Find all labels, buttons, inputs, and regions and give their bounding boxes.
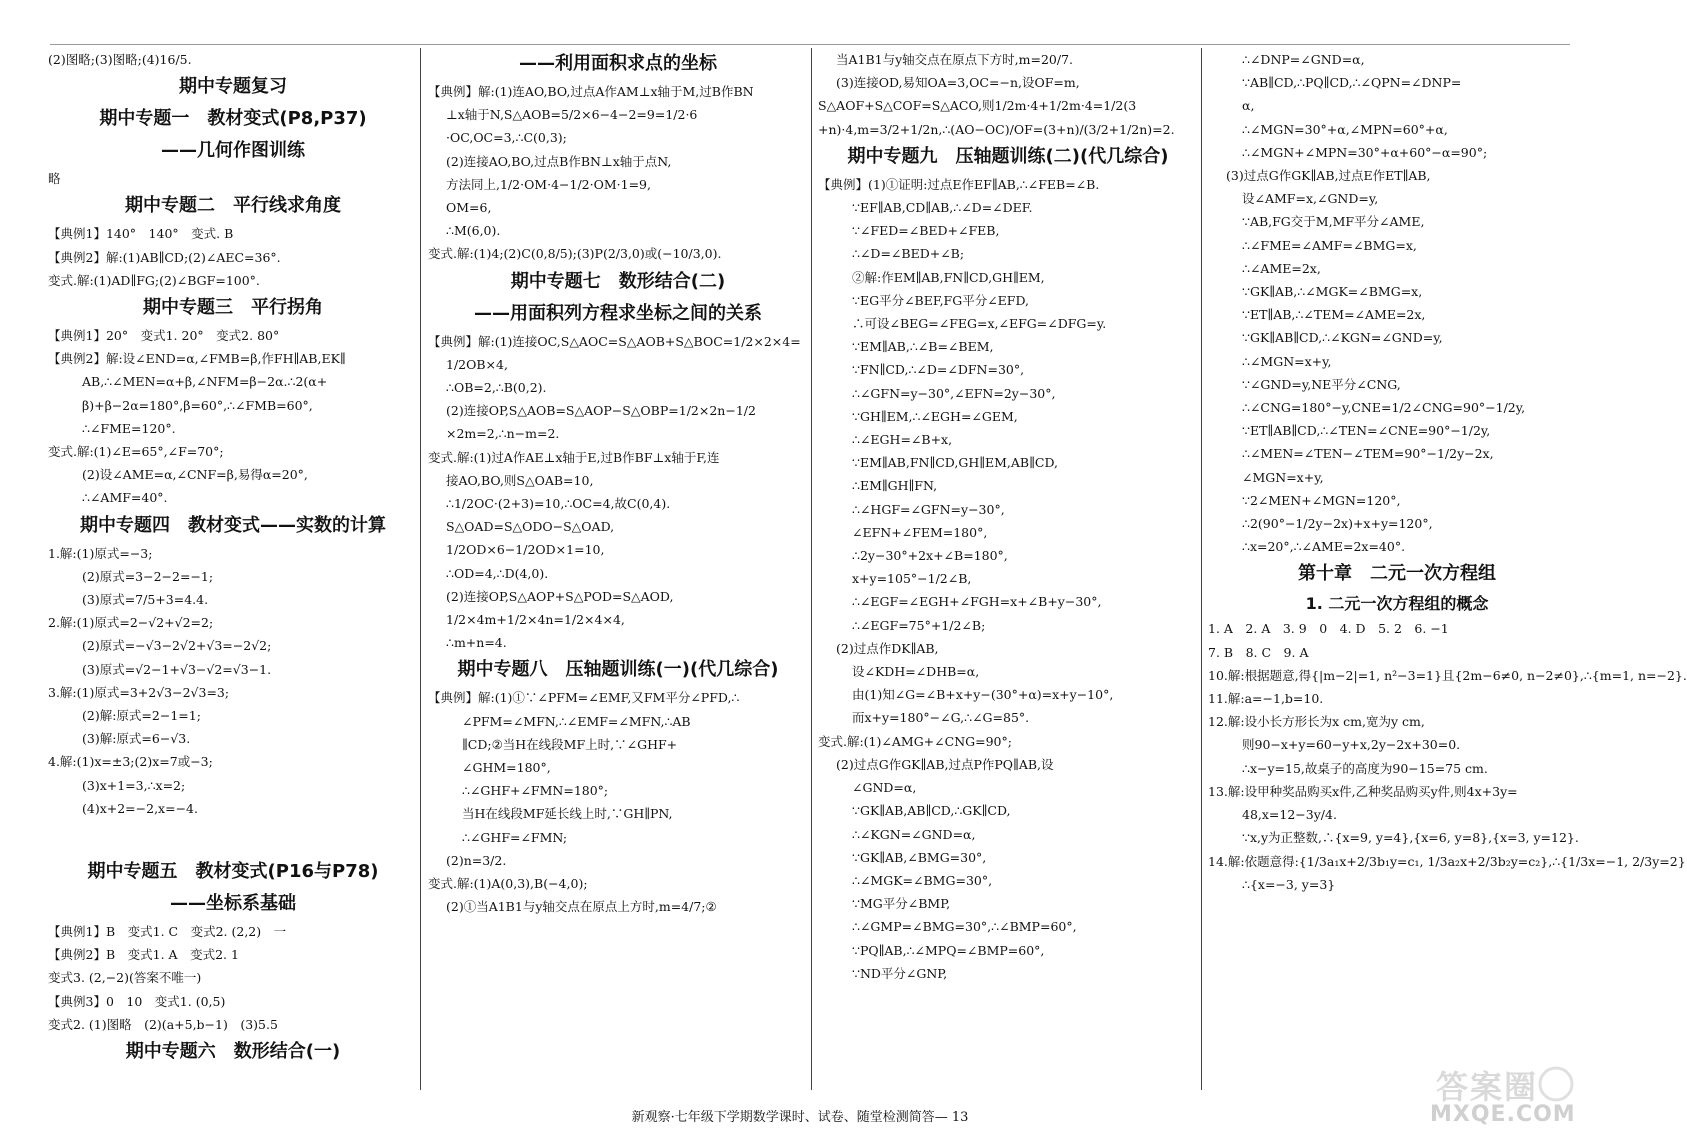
answer-line: 1/2OB×4, (446, 356, 508, 372)
answer-line: (2)①当A1B1与y轴交点在原点上方时,m=4/7;② (446, 899, 717, 915)
answer-line: 则90−x+y=60−y+x,2y−2x+30=0. (1242, 737, 1461, 753)
answer-line: 变式.解:(1)A(0,3),B(−4,0); (428, 876, 588, 892)
watermark-url: MXQE.COM (1430, 1102, 1576, 1127)
answer-line: 当H在线段MF延长线上时,∵GH∥PN, (462, 806, 673, 822)
section-heading: ——几何作图训练 (161, 140, 305, 162)
answer-line: ∴∠AMF=40°. (82, 490, 168, 506)
answer-line: ∴2y−30°+2x+∠B=180°, (852, 548, 1008, 564)
answer-line: 14.解:依题意得:{1/3a₁x+2/3b₁y=c₁, 1/3a₂x+2/3b₂y=c₂},∴{1/3x=−1, 2/3y=2} (1208, 853, 1686, 869)
answer-line: 【典例】解:(1)连AO,BO,过点A作AM⊥x轴于M,过B作BN (428, 84, 754, 99)
column-3 (818, 48, 1198, 1090)
answer-line: ∵AB∥CD,∴PQ∥CD,∴∠QPN=∠DNP= (1242, 75, 1462, 91)
answer-line: ∴∠EGF=∠EGH+∠FGH=x+∠B+y−30°, (852, 594, 1102, 610)
answer-line: 【典例】(1)①证明:过点E作EF∥AB,∴∠FEB=∠B. (818, 176, 1100, 192)
answer-line: ∴∠EGF=75°+1/2∠B; (852, 617, 986, 633)
answer-line: ∵GK∥AB,AB∥CD,∴GK∥CD, (852, 803, 1011, 819)
answer-line: ∵EG平分∠BEF,FG平分∠EFD, (852, 292, 1030, 308)
answer-line: ∵∠GND=y,NE平分∠CNG, (1242, 376, 1401, 392)
answer-line: 13.解:设甲种奖品购买x件,乙种奖品购买y件,则4x+3y= (1208, 783, 1518, 799)
answer-line: ∠GND=α, (852, 780, 917, 796)
answer-line: ∴∠MGN=30°+α,∠MPN=60°+α, (1242, 121, 1448, 137)
answer-line: ∴∠GMP=∠BMG=30°,∴∠BMP=60°, (852, 919, 1077, 935)
answer-line: 接AO,BO,则S△OAB=10, (446, 472, 594, 488)
section-heading: ——用面积列方程求坐标之间的关系 (474, 302, 762, 324)
answer-line: ∴∠EGH=∠B+x, (852, 432, 953, 448)
answer-line: (2)设∠AME=α,∠CNF=β,易得α=20°, (82, 467, 308, 483)
section-heading: 期中专题四 教材变式——实数的计算 (80, 514, 386, 536)
section-heading: 期中专题二 平行线求角度 (125, 195, 341, 217)
answer-line: ∵MG平分∠BMP, (852, 896, 951, 912)
answer-line: (2)原式=3−2−2=−1; (82, 568, 214, 584)
answer-line: ∴∠KGN=∠GND=α, (852, 826, 976, 842)
answer-line: ∴∠MEN=∠TEN−∠TEM=90°−1/2y−2x, (1242, 446, 1494, 462)
answer-line: (2)过点作DK∥AB, (836, 640, 939, 656)
answer-line: ∴x=20°,∴∠AME=2x=40°. (1242, 539, 1406, 555)
answer-line: ∴2(90°−1/2y−2x)+x+y=120°, (1242, 516, 1433, 532)
answer-line: ∴∠GFN=y−30°,∠EFN=2y−30°, (852, 385, 1056, 401)
answer-line: 变式2. (1)图略 (2)(a+5,b−1) (3)5.5 (48, 1016, 278, 1032)
answer-line: 1.解:(1)原式=−3; (48, 545, 153, 561)
answer-line: (2)连接AO,BO,过点B作BN⊥x轴于点N, (446, 153, 672, 169)
section-heading: 期中专题复习 (179, 76, 287, 98)
answer-line: 变式.解:(1)过A作AE⊥x轴于E,过B作BF⊥x轴于F,连 (428, 449, 720, 465)
answer-line: 2.解:(1)原式=2−√2+√2=2; (48, 615, 214, 631)
answer-line: ∴OD=4,∴D(4,0). (446, 565, 549, 581)
answer-line: (3)原式=7/5+3=4.4. (82, 592, 209, 608)
answer-line: ∥CD;②当H在线段MF上时,∵∠GHF+ (462, 736, 678, 752)
answer-line: 1/2OD×6−1/2OD×1=10, (446, 542, 605, 558)
answer-line: (4)x+2=−2,x=−4. (82, 800, 198, 816)
answer-line: 11.解:a=−1,b=10. (1208, 691, 1324, 707)
answer-line: 4.解:(1)x=±3;(2)x=7或−3; (48, 754, 213, 770)
answer-line: ∴可设∠BEG=∠FEG=x,∠EFG=∠DFG=y. (852, 316, 1107, 332)
answer-line: ∴∠MGN=x+y, (1242, 353, 1332, 369)
answer-line: 变式.解:(1)AD∥FG;(2)∠BGF=100°. (48, 272, 260, 288)
answer-line: ∴∠HGF=∠GFN=y−30°, (852, 501, 1005, 517)
answer-line: S△AOF+S△COF=S△ACO,则1/2m·4+1/2m·4=1/2(3 (818, 98, 1137, 114)
answer-line: (2)过点G作GK∥AB,过点P作PQ∥AB,设 (836, 756, 1054, 772)
answer-line: (3)解:原式=6−√3. (82, 731, 191, 747)
answer-line: 【典例1】B 变式1. C 变式2. (2,2) 一 (48, 924, 287, 940)
answer-line: 【典例2】解:设∠END=α,∠FMB=β,作FH∥AB,EK∥ (48, 351, 346, 367)
answer-line: 【典例1】20° 变式1. 20° 变式2. 80° (48, 328, 280, 344)
answer-line: 1/2×4m+1/2×4n=1/2×4×4, (446, 612, 625, 628)
answer-line: 变式.解:(1)∠AMG+∠CNG=90°; (818, 733, 1012, 749)
answer-line: 【典例2】解:(1)AB∥CD;(2)∠AEC=36°. (48, 249, 281, 265)
answer-line: ∴∠FME=∠AMF=∠BMG=x, (1242, 237, 1417, 253)
section-heading: 期中专题六 数形结合(一) (125, 1041, 341, 1063)
section-heading: ——利用面积求点的坐标 (519, 53, 717, 74)
answer-line: ∴∠AME=2x, (1242, 260, 1321, 276)
column-divider (811, 48, 812, 1090)
answer-line: 【典例2】B 变式1. A 变式2. 1 (48, 947, 239, 963)
section-heading: 期中专题九 压轴题训练(二)(代几综合) (847, 145, 1169, 167)
answer-line: ∴M(6,0). (446, 223, 501, 239)
answer-line: (3)过点G作GK∥AB,过点E作ET∥AB, (1226, 168, 1431, 184)
answer-line: ∵ET∥AB,∴∠TEM=∠AME=2x, (1242, 307, 1426, 323)
answer-line: 变式.解:(1)4;(2)C(0,8/5);(3)P(2/3,0)或(−10/3,0). (428, 246, 722, 262)
column-1 (48, 48, 418, 1090)
answer-line: ∵FN∥CD,∴∠D=∠DFN=30°, (852, 362, 1025, 378)
answer-line: ∵2∠MEN+∠MGN=120°, (1242, 492, 1401, 508)
answer-line: OM=6, (446, 200, 492, 216)
section-heading: 第十章 二元一次方程组 (1298, 563, 1496, 585)
answer-line: 由(1)知∠G=∠B+x+y−(30°+α)=x+y−10°, (852, 687, 1114, 703)
answer-line: 48,x=12−3y/4. (1242, 807, 1337, 823)
answer-line: (3)连接OD,易知OA=3,OC=−n,设OF=m, (836, 75, 1080, 91)
answer-line: 【典例】解:(1)①∵∠PFM=∠EMF,又FM平分∠PFD,∴ (428, 690, 740, 706)
section-heading: 1. 二元一次方程组的概念 (1305, 594, 1489, 614)
answer-line: ⊥x轴于N,S△AOB=5/2×6−4−2=9=1/2·6 (446, 107, 698, 123)
answer-line: 【典例】解:(1)连接OC,S△AOC=S△AOB+S△BOC=1/2×2×4= (428, 333, 801, 349)
answer-line: ∴∠GHF+∠FMN=180°; (462, 783, 609, 799)
answer-line: ∵x,y为正整数,∴{x=9, y=4},{x=6, y=8},{x=3, y=12}. (1242, 830, 1579, 846)
page-footer: 新观察·七年级下学期数学课时、试卷、随堂检测简答— 13 (631, 1110, 969, 1125)
answer-line: ∵AB,FG交于M,MF平分∠AME, (1242, 214, 1425, 230)
answer-line: (2)n=3/2. (446, 852, 507, 868)
answer-line: ∵EF∥AB,CD∥AB,∴∠D=∠DEF. (852, 200, 1033, 216)
watermark-logo (1426, 1062, 1576, 1132)
answer-line: ∵GK∥AB,∴∠MGK=∠BMG=x, (1242, 284, 1423, 300)
answer-line: ∵∠FED=∠BED+∠FEB, (852, 223, 1000, 239)
section-heading: 期中专题八 压轴题训练(一)(代几综合) (457, 659, 779, 681)
answer-line: ∵ND平分∠GNP, (852, 965, 948, 981)
answer-line: 【典例1】140° 140° 变式. B (48, 226, 234, 242)
column-divider (1201, 48, 1202, 1090)
answer-line: (2)连接OP,S△AOP+S△POD=S△AOD, (446, 588, 674, 604)
answer-line: ∵GH∥EM,∴∠EGH=∠GEM, (852, 408, 1018, 424)
answer-line: β)+β−2α=180°,β=60°,∴∠FMB=60°, (82, 397, 313, 413)
answer-line: ∴∠D=∠BED+∠B; (852, 246, 965, 262)
section-heading: 期中专题五 教材变式(P16与P78) (87, 861, 379, 883)
answer-line: ∴EM∥GH∥FN, (852, 478, 938, 494)
answer-line: (3)原式=√2−1+√3−√2=√3−1. (82, 661, 272, 677)
answer-line: ∴∠MGK=∠BMG=30°, (852, 872, 993, 888)
answer-line: ×2m=2,∴n−m=2. (446, 426, 560, 442)
answer-line: (2)连接OP,S△AOB=S△AOP−S△OBP=1/2×2n−1/2 (446, 403, 756, 419)
answer-line: ∠PFM=∠MFN,∴∠EMF=∠MFN,∴AB (462, 713, 691, 729)
answer-line: (2)图略;(3)图略;(4)16/5. (48, 52, 192, 67)
column-divider (420, 48, 421, 1090)
column-4 (1208, 48, 1687, 1090)
answer-line: 12.解:设小长方形长为x cm,宽为y cm, (1208, 714, 1425, 730)
answer-line: 设∠AMF=x,∠GND=y, (1242, 191, 1379, 207)
section-heading: 期中专题一 教材变式(P8,P37) (99, 108, 367, 130)
answer-line: ∴∠FME=120°. (82, 420, 176, 436)
answer-line: 变式3. (2,−2)(答案不唯一) (48, 970, 202, 986)
answer-line: ∵ET∥AB∥CD,∴∠TEN=∠CNE=90°−1/2y, (1242, 423, 1491, 439)
answer-line: ∵PQ∥AB,∴∠MPQ=∠BMP=60°, (852, 942, 1045, 958)
answer-line: ∵EM∥AB,FN∥CD,GH∥EM,AB∥CD, (852, 455, 1058, 471)
answer-line: AB,∴∠MEN=α+β,∠NFM=β−2α.∴2(α+ (82, 374, 328, 390)
answer-line: ∵GK∥AB,∠BMG=30°, (852, 849, 987, 865)
answer-line: 方法同上,1/2·OM·4−1/2·OM·1=9, (446, 176, 651, 192)
section-heading: ——坐标系基础 (170, 893, 296, 915)
answer-line: (2)解:原式=2−1=1; (82, 708, 201, 724)
answer-line: x+y=105°−1/2∠B, (852, 571, 972, 587)
answer-line: ∴m+n=4. (446, 635, 507, 651)
answer-line: ∴∠DNP=∠GND=α, (1242, 52, 1365, 67)
answer-line: (3)x+1=3,∴x=2; (82, 777, 186, 793)
answer-line: (2)原式=−√3−2√2+√3=−2√2; (82, 638, 272, 654)
answer-line: 变式.解:(1)∠E=65°,∠F=70°; (48, 444, 224, 460)
answer-line: ②解:作EM∥AB,FN∥CD,GH∥EM, (852, 269, 1045, 285)
answer-line: ·OC,OC=3,∴C(0,3); (446, 130, 567, 146)
answer-line: ∠EFN+∠FEM=180°, (852, 524, 988, 540)
answer-line: +n)·4,m=3/2+1/2n,∴(AO−OC)/OF=(3+n)/(3/2+1/2n)=2. (818, 121, 1175, 137)
answer-line: ∴1/2OC·(2+3)=10,∴OC=4,故C(0,4). (446, 496, 671, 512)
answer-line: 略 (48, 171, 61, 187)
answer-line: ∠GHM=180°, (462, 760, 551, 776)
answer-line: ∠MGN=x+y, (1242, 469, 1324, 485)
watermark-text: 答案圈 (1436, 1068, 1539, 1106)
answer-line: α, (1242, 98, 1255, 114)
answer-line: ∵GK∥AB∥CD,∴∠KGN=∠GND=y, (1242, 330, 1443, 346)
answer-line: ∴∠GHF=∠FMN; (462, 829, 568, 845)
section-heading: 期中专题三 平行拐角 (143, 297, 323, 319)
answer-line: 当A1B1与y轴交点在原点下方时,m=20/7. (836, 52, 1074, 67)
answer-line: 3.解:(1)原式=3+2√3−2√3=3; (48, 684, 230, 700)
answer-line: 【典例3】0 10 变式1. (0,5) (48, 993, 226, 1009)
answer-line: 设∠KDH=∠DHB=α, (852, 664, 980, 680)
column-2 (428, 48, 808, 1090)
answer-line: ∴∠MGN+∠MPN=30°+α+60°−α=90°; (1242, 144, 1488, 160)
answer-line: 10.解:根据题意,得{|m−2|=1, n²−3=1}且{2m−6≠0, n−2≠0},∴{m=1, n=−2}. (1208, 667, 1687, 683)
answer-line: ∴∠CNG=180°−y,CNE=1/2∠CNG=90°−1/2y, (1242, 400, 1526, 416)
answer-line: ∴{x=−3, y=3} (1242, 876, 1336, 892)
top-rule (50, 44, 1570, 45)
answer-line: S△OAD=S△ODO−S△OAD, (446, 519, 615, 535)
answer-line: ∴OB=2,∴B(0,2). (446, 380, 547, 396)
spacer (48, 820, 418, 856)
answer-line: ∵EM∥AB,∴∠B=∠BEM, (852, 339, 994, 355)
section-heading: 期中专题七 数形结合(二) (510, 270, 726, 292)
answer-line: 而x+y=180°−∠G,∴∠G=85°. (852, 710, 1030, 726)
answer-line: 7. B 8. C 9. A (1208, 644, 1309, 660)
answer-line: 1. A 2. A 3. 9 0 4. D 5. 2 6. −1 (1208, 621, 1449, 637)
answer-line: ∴x−y=15,故桌子的高度为90−15=75 cm. (1242, 760, 1488, 776)
